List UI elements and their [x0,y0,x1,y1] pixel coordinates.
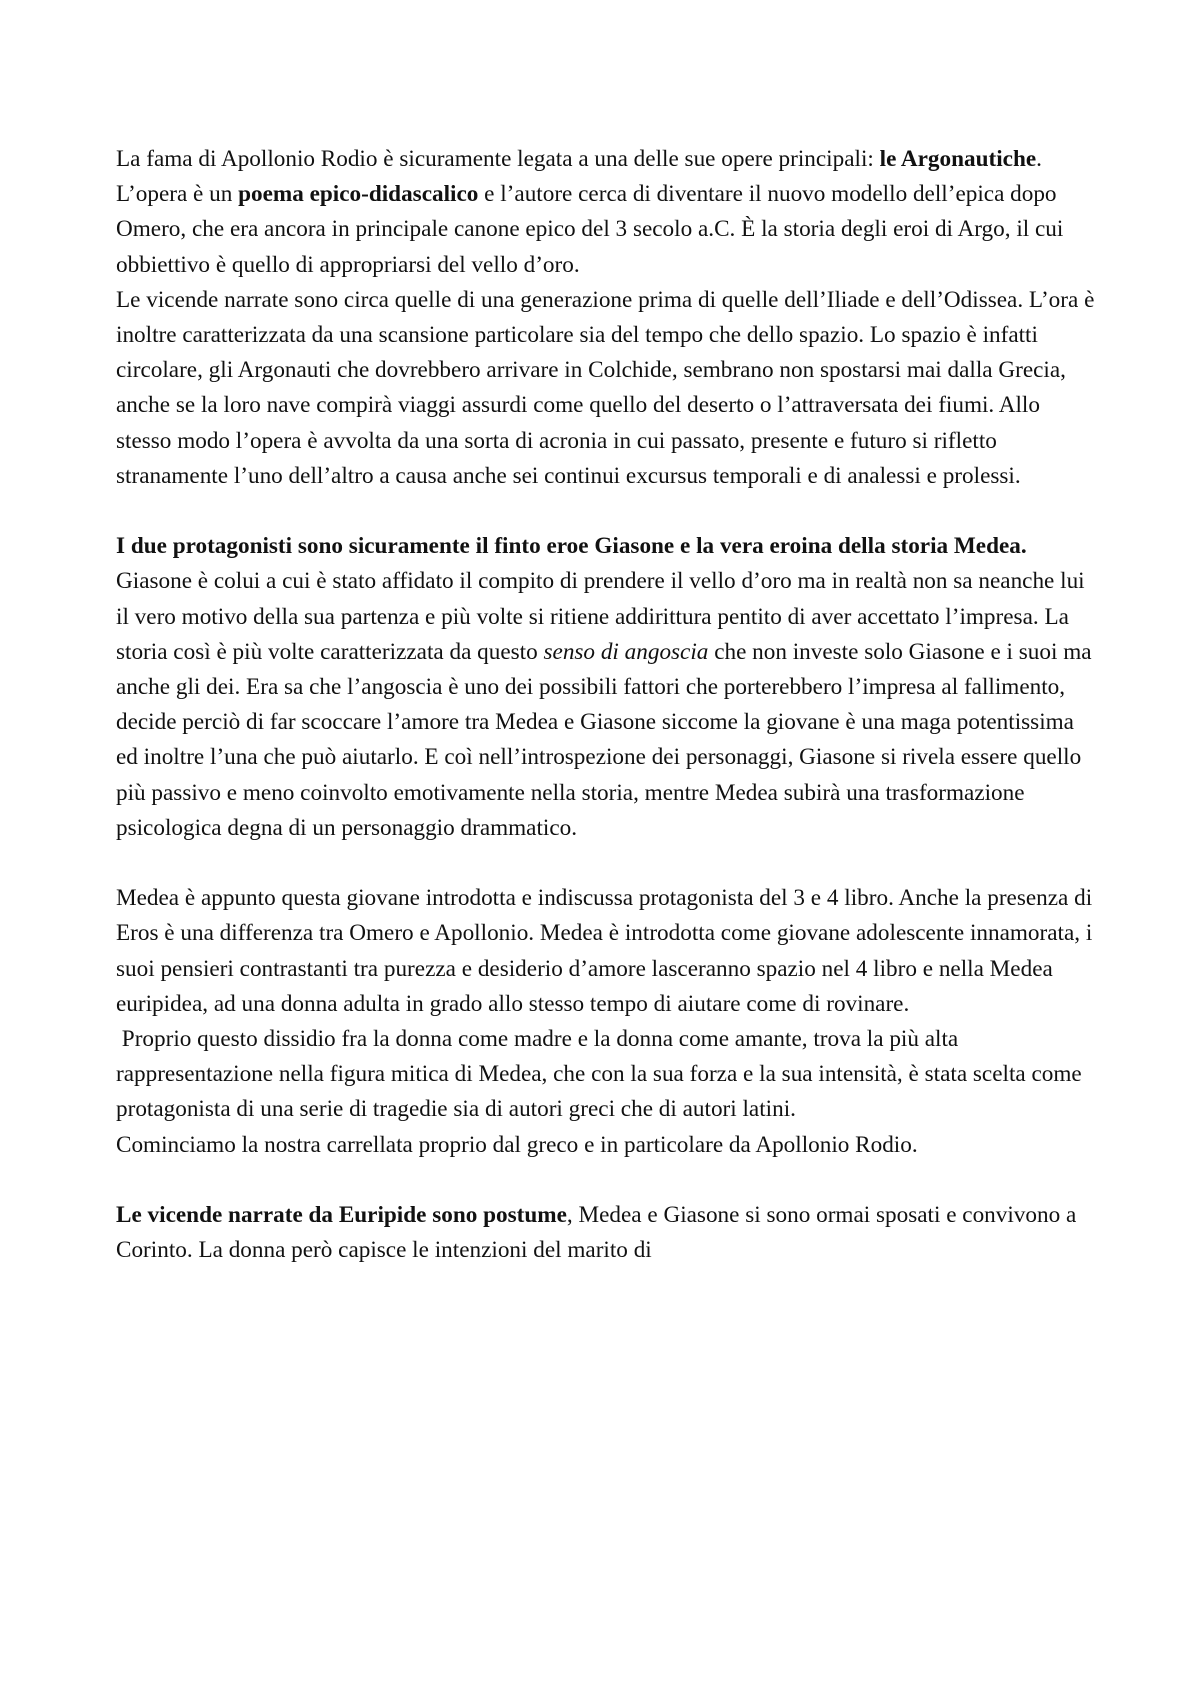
bold-text: I due protagonisti sono sicuramente il finto eroe Giasone e la vera eroina della storia Medea. [116,533,1027,560]
text-run: e l’autore cerca di diventare il nuovo modello dell’epica dopo Omero, che era ancora in principale canone epico del 3 secolo a.C. È la storia degli eroi di Argo, il cui obbiettivo è quello di appropriarsi del vello d’oro. [116,181,1064,278]
document-body [116,142,1101,1268]
text-run: , Medea e Giasone si sono ormai sposati e convivono a Corinto. La donna però capisce le intenzioni del marito di [116,1202,1077,1264]
section-heading-protagonists [116,529,1101,564]
bold-text: poema epico-didascalico [238,181,479,208]
text-run: La fama di Apollonio Rodio è sicuramente legata a una delle sue opere principali: [116,146,880,172]
bold-text: Le vicende narrate da Euripide sono postume [116,1202,567,1229]
italic-text: senso di angoscia [543,638,709,665]
paragraph-medea: Medea è appunto questa giovane introdotta e indiscussa protagonista del 3 e 4 libro. Anche la presenza di Eros è una differenza tra Omero e Apollonio. Medea è introdotta come giovane adolescente innamorata, i suoi pensieri contrastanti tra purezza e desiderio d’amore lasceranno spazio nel 4 libro e nella Medea euripidea, ad una donna adulta in grado allo stesso tempo di aiutare come di rovinare. [116,885,1093,1017]
paragraph-dissidio: Proprio questo dissidio fra la donna come madre e la donna come amante, trova la più alta rappresentazione nella figura mitica di Medea, che con la sua forza e la sua intensità, è stata scelta come protagonista di una serie di tragedie sia di autori greci che di autori latini. [116,1026,1088,1123]
paragraph-carrellata: Cominciamo la nostra carrellata proprio dal greco e in particolare da Apollonio Rodio. [116,1131,918,1158]
bold-text: le Argonautiche [879,146,1037,172]
paragraph-euripide [116,1198,1101,1268]
paragraph-intro [116,142,1101,283]
paragraph-giasone [116,564,1101,846]
text-run: . L’opera è un [116,146,1042,208]
text-run: Giasone è colui a cui è stato affidato il compito di prendere il vello d’oro ma in realtà non sa neanche lui il vero motivo della sua partenza e più volte si ritiene addirittura pentito di aver accettato l’impresa. La storia così è più volte caratterizzata da questo [116,568,1085,665]
paragraph-spacer [116,1163,1101,1198]
paragraph-narrative: Le vicende narrate sono circa quelle di una generazione prima di quelle dell’Iliade e dell’Odissea. L’ora è inoltre caratterizzata da una scansione particolare sia del tempo che dello spazio. Lo spazio è infatti circolare, gli Argonauti che dovrebbero arrivare in Colchide, sembrano non spostarsi mai dalla Grecia, anche se la loro nave compirà viaggi assurdi come quello del deserto o l’attraversata dei fiumi. Allo stesso modo l’opera è avvolta da una sorta di acronia in cui passato, presente e futuro si rifletto stranamente l’uno dell’altro a causa anche sei continui excursus temporali e di analessi e prolessi. [116,286,1095,489]
paragraph-spacer [116,494,1101,529]
text-run: che non investe solo Giasone e i suoi ma anche gli dei. Era sa che l’angoscia è uno dei possibili fattori che porterebbero l’impresa al fallimento, decide perciò di far scoccare l’amore tra Medea e Giasone siccome la giovane è una maga potentissima ed inoltre l’una che può aiutarlo. E coì nell’introspezione dei personaggi, Giasone si rivela essere quello più passivo e meno coinvolto emotivamente nella storia, mentre Medea subirà una trasformazione psicologica degna di un personaggio drammatico. [116,638,1092,841]
paragraph-spacer [116,846,1101,881]
